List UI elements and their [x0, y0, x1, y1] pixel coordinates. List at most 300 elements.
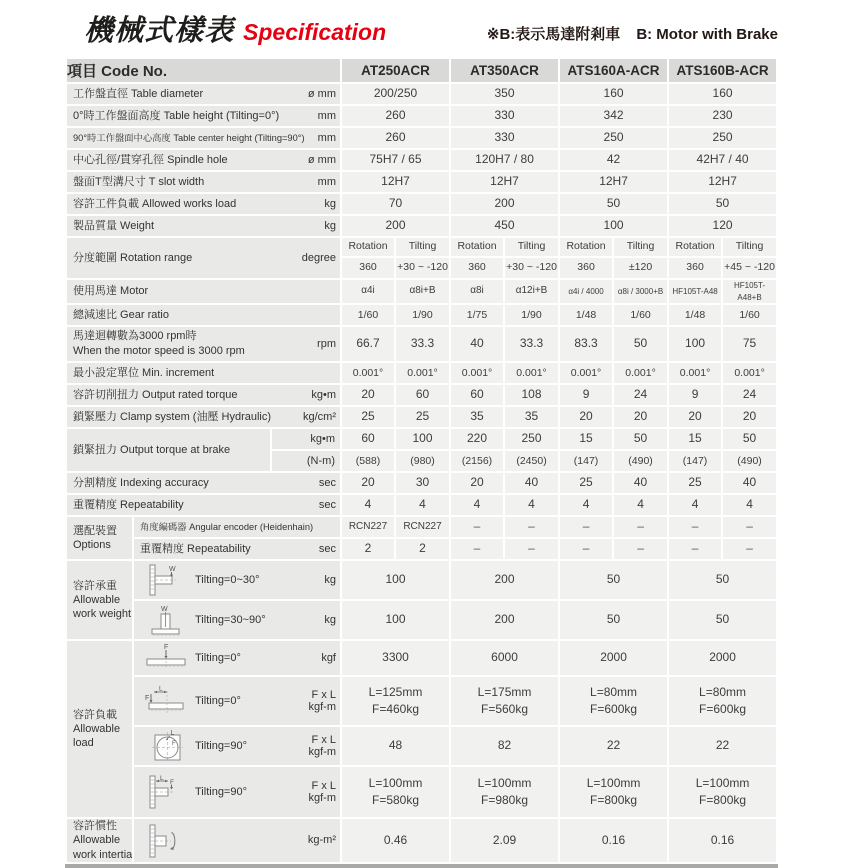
label-wrap	[67, 443, 270, 458]
cell	[504, 472, 559, 494]
label-wrap	[67, 219, 340, 234]
cell-line: α4i / 4000	[568, 286, 604, 296]
weight-30-90-icon	[140, 604, 192, 636]
cell-line: F=980kg	[481, 793, 529, 808]
cell-line: 50	[715, 612, 730, 627]
row-repeatability	[66, 494, 777, 516]
cell-line: Rotation	[457, 240, 497, 253]
inertia-icon	[140, 824, 192, 858]
cell	[450, 384, 504, 406]
row-gear-ratio	[66, 304, 777, 326]
cell-line: L=80mm	[699, 684, 747, 699]
cell	[559, 538, 613, 560]
row-table-center-height-tilting90	[66, 127, 777, 149]
row-product-weight	[66, 215, 777, 237]
cell-line: 100	[685, 336, 706, 351]
cell-line: HF105T-A48	[672, 286, 718, 296]
cell-line: 22	[715, 738, 730, 753]
label-text	[73, 132, 315, 145]
cell	[668, 105, 777, 127]
cell	[668, 450, 722, 472]
row-output-rated-torque	[66, 384, 777, 406]
label-wrap	[272, 455, 340, 468]
label-wrap	[134, 729, 340, 763]
cell-line: –	[746, 519, 753, 534]
cell-line: RCN227	[348, 520, 388, 532]
label-text	[73, 498, 316, 513]
cell-line: (980)	[410, 454, 435, 467]
cell-line: 2	[419, 541, 426, 556]
label-line: 最小設定單位 Min. increment	[73, 366, 215, 379]
cell-line: 2.09	[492, 832, 517, 847]
cell	[450, 193, 559, 215]
label-line: 中心孔徑/貫穿孔徑 Spindle hole	[73, 153, 228, 166]
cell	[559, 326, 613, 362]
unit-line: F x L	[311, 779, 336, 792]
cell	[341, 818, 450, 863]
cell-line: ±120	[628, 261, 653, 274]
row-label-output-torque-at-brake-nm	[271, 450, 341, 472]
cell	[722, 406, 777, 428]
cell-line: F=800kg	[699, 793, 747, 808]
row-label-output-torque-at-brake-kgm	[271, 428, 341, 450]
cell	[559, 149, 668, 171]
cell-line: 1/48	[684, 308, 706, 321]
label-line: 分度範圍 Rotation range	[73, 251, 193, 264]
cell-line: 200	[494, 196, 515, 211]
cell	[559, 766, 668, 818]
table-bottom-bar	[65, 864, 778, 868]
unit-label	[306, 734, 337, 759]
cell	[450, 640, 559, 676]
label-text	[192, 785, 306, 800]
cell	[722, 304, 777, 326]
cell	[559, 450, 613, 472]
cell-line: +30 ~ -120	[397, 261, 448, 274]
cell-line: 0.001°	[352, 366, 384, 379]
label-text	[192, 573, 321, 588]
unit-label	[316, 477, 336, 490]
cell-line: 0.001°	[516, 366, 547, 379]
label-wrap	[67, 708, 132, 751]
cell-line: 9	[691, 387, 699, 402]
cell	[668, 676, 777, 726]
cell-line: L=125mm	[368, 684, 423, 699]
row-label-indexing-accuracy	[66, 472, 341, 494]
label-line: Tilting=90°	[195, 739, 247, 752]
cell	[504, 538, 559, 560]
cell	[722, 362, 777, 384]
cell-line: 60	[470, 387, 484, 402]
load-fl-icon	[140, 685, 192, 717]
unit-line: degree	[301, 251, 336, 264]
row-motor	[66, 279, 777, 304]
cell	[613, 428, 668, 450]
cell	[722, 516, 777, 538]
row-label-load-tilting0-kgf	[66, 640, 133, 818]
cell-line: L=100mm	[586, 775, 641, 790]
unit-line: mm	[317, 109, 336, 122]
cell	[450, 726, 559, 766]
cell-line: Rotation	[675, 240, 715, 253]
label-wrap	[67, 284, 340, 299]
cell-line: 50	[633, 336, 648, 351]
cell-line: 3300	[382, 650, 409, 665]
label-line: 分割精度 Indexing accuracy	[73, 476, 209, 489]
cell-line: 50	[606, 572, 621, 587]
cell-line: α8i / 3000+B	[617, 286, 664, 296]
cell-line: 25	[579, 475, 593, 490]
label-line: 容許負載	[73, 708, 117, 721]
row-label-table-center-height-tilting90	[66, 127, 341, 149]
unit-line: kg	[324, 219, 336, 232]
unit-line: mm	[317, 131, 336, 144]
cell-line: 4	[419, 497, 426, 512]
label-line: 鎖緊扭力 Output torque at brake	[73, 443, 231, 456]
cell	[613, 326, 668, 362]
cell	[341, 127, 450, 149]
cell	[450, 600, 559, 640]
cell-line: (2450)	[516, 454, 547, 467]
cell	[450, 149, 559, 171]
cell	[341, 362, 395, 384]
col-header-model-2: ATS160A-ACR	[559, 58, 668, 83]
unit-label	[314, 338, 336, 351]
brake-note-en: B: Motor with Brake	[636, 26, 778, 43]
cell	[341, 83, 450, 105]
row-label-table-height-tilting0	[66, 105, 341, 127]
cell-line: 20	[688, 409, 702, 424]
cell	[559, 127, 668, 149]
cell-line: 4	[582, 497, 590, 512]
cell	[341, 560, 450, 600]
unit-label	[305, 834, 336, 847]
cell-line: –	[691, 519, 699, 534]
cell	[504, 362, 559, 384]
row-label-output-torque-at-brake-kgm	[66, 428, 271, 472]
label-wrap	[134, 642, 340, 674]
label-text	[73, 153, 305, 168]
cell-line: α4i	[361, 285, 375, 297]
unit-line: rpm	[317, 337, 336, 350]
cell	[504, 516, 559, 538]
unit-line: kgf	[321, 651, 336, 664]
row-label-output-rated-torque	[66, 384, 341, 406]
cell-line: +45 ~ -120	[724, 261, 775, 274]
cell	[722, 384, 777, 406]
cell-line: L=100mm	[477, 775, 532, 790]
unit-line: kg•m	[311, 388, 336, 401]
cell-line: 40	[742, 475, 757, 490]
cell-line: 2	[364, 541, 372, 556]
cell	[559, 279, 613, 304]
cell-line: 160	[603, 86, 624, 101]
cell	[613, 406, 668, 428]
cell	[341, 326, 395, 362]
col-header-item: 項目 Code No.	[66, 58, 341, 83]
label-line: When the motor speed is 3000 rpm	[73, 345, 245, 358]
row-label-speed-at-3000rpm	[66, 326, 341, 362]
cell-line: 1/90	[521, 308, 542, 321]
cell-line: 350	[494, 86, 515, 101]
page-title	[84, 8, 386, 49]
cell	[341, 304, 395, 326]
row-label-load-tilting90-fxl	[133, 766, 341, 818]
unit-label	[321, 198, 336, 211]
cell	[613, 362, 668, 384]
cell-line: L=80mm	[590, 684, 638, 699]
cell	[341, 494, 395, 516]
cell	[668, 406, 722, 428]
cell-line: 9	[582, 387, 590, 402]
cell-line: –	[528, 541, 535, 556]
cell	[559, 171, 668, 193]
unit-line: kgf-m	[308, 701, 336, 714]
cell-line: 12H7	[490, 174, 519, 189]
row-load-tilting0-kgf	[66, 640, 777, 676]
label-wrap	[67, 132, 340, 145]
cell-line: Rotation	[566, 240, 606, 253]
cell-line: 108	[521, 387, 542, 402]
label-line: 使用馬達 Motor	[73, 285, 149, 298]
row-label-load-tilting90	[133, 726, 341, 766]
cell-line: 35	[524, 409, 539, 424]
cell-line: 33.3	[519, 336, 544, 351]
cell-line: (147)	[682, 454, 708, 467]
cell-line: 0.001°	[570, 366, 602, 379]
label-text	[73, 109, 315, 124]
label-line: work intertia	[73, 848, 133, 861]
cell-line: α8i	[470, 285, 484, 297]
cell-line: 40	[633, 475, 648, 490]
cell	[395, 362, 450, 384]
cell	[341, 600, 450, 640]
brake-note	[487, 23, 778, 49]
cell-line: RCN227	[403, 520, 442, 532]
row-label-gear-ratio	[66, 304, 341, 326]
cell-line: 0.001°	[679, 366, 711, 379]
cell	[450, 237, 504, 257]
cell-line: 260	[385, 130, 406, 145]
cell-line: 25	[361, 409, 375, 424]
cell	[341, 450, 395, 472]
label-line: 容許慣性	[73, 820, 117, 833]
unit-label	[321, 574, 336, 587]
row-clamp-system	[66, 406, 777, 428]
cell-line: 24	[633, 387, 648, 402]
cell	[559, 600, 668, 640]
svg-text:F: F	[164, 644, 169, 652]
cell	[668, 428, 722, 450]
unit-line: kgf-m	[308, 746, 336, 759]
cell	[395, 384, 450, 406]
label-wrap	[67, 329, 340, 359]
cell-line: 40	[470, 336, 484, 351]
cell	[450, 766, 559, 818]
cell	[668, 215, 777, 237]
unit-label	[299, 252, 336, 265]
cell-line: 50	[633, 431, 648, 446]
cell-line: 360	[686, 261, 704, 274]
cell	[668, 193, 777, 215]
row-label-work-weight-tilting-0-30	[66, 560, 133, 640]
cell	[341, 640, 450, 676]
label-wrap	[67, 366, 340, 381]
cell	[341, 237, 395, 257]
cell-line: 50	[606, 196, 621, 211]
cell-line: 260	[385, 108, 406, 123]
label-wrap	[134, 775, 340, 809]
cell	[613, 304, 668, 326]
cell	[559, 237, 613, 257]
label-wrap	[67, 410, 340, 425]
label-wrap	[67, 579, 132, 622]
cell-line: Tilting	[626, 240, 655, 253]
label-text	[73, 219, 321, 234]
label-line: 馬達迴轉數為3000 rpm時	[73, 330, 197, 343]
cell	[613, 494, 668, 516]
cell-line: 200/250	[373, 86, 418, 101]
label-text	[73, 524, 128, 553]
cell	[450, 516, 504, 538]
cell-line: 83.3	[574, 336, 598, 351]
row-min-increment	[66, 362, 777, 384]
cell	[504, 304, 559, 326]
cell	[450, 362, 504, 384]
cell	[668, 83, 777, 105]
unit-label	[300, 411, 336, 424]
header-row	[66, 58, 777, 83]
cell	[559, 215, 668, 237]
cell	[341, 472, 395, 494]
cell	[613, 516, 668, 538]
label-wrap	[134, 824, 340, 858]
cell	[450, 279, 504, 304]
cell-line: (147)	[573, 454, 599, 467]
cell-line: Tilting	[408, 240, 437, 253]
cell-line: 342	[603, 108, 624, 123]
cell	[613, 384, 668, 406]
cell-line: 0.16	[601, 832, 626, 847]
cell	[668, 384, 722, 406]
row-label-option-angular-encoder	[66, 516, 133, 560]
cell	[395, 494, 450, 516]
label-line: 重覆精度 Repeatability	[140, 542, 251, 555]
cell-line: 75H7 / 65	[369, 152, 422, 167]
label-wrap	[67, 308, 340, 323]
cell	[559, 384, 613, 406]
label-line: 盤面T型溝尺寸 T slot width	[73, 175, 205, 188]
cell	[450, 83, 559, 105]
label-text	[73, 410, 300, 425]
cell	[668, 494, 722, 516]
label-wrap	[67, 388, 340, 403]
cell	[668, 600, 777, 640]
page-title-en: Specification	[243, 19, 387, 45]
cell-line: HF105T-A48+B	[733, 281, 766, 302]
row-option-repeatability	[66, 538, 777, 560]
cell	[668, 326, 722, 362]
unit-label	[315, 176, 336, 189]
label-text	[73, 284, 336, 299]
unit-line: kg•m	[310, 432, 335, 445]
cell-line: 4	[364, 497, 372, 512]
cell	[722, 538, 777, 560]
cell	[559, 472, 613, 494]
cell	[450, 538, 504, 560]
label-line: Tilting=0°	[195, 651, 241, 664]
cell-line: 250	[603, 130, 624, 145]
label-line: Allowable	[73, 723, 121, 736]
cell	[395, 326, 450, 362]
unit-line: ø mm	[307, 153, 336, 166]
cell-line: 1/60	[357, 308, 379, 321]
label-text	[73, 197, 321, 212]
cell-line: 50	[742, 431, 757, 446]
label-text	[140, 542, 316, 557]
cell-line: L=100mm	[695, 775, 750, 790]
cell-line: F=560kg	[481, 702, 529, 717]
cell	[504, 384, 559, 406]
cell	[559, 83, 668, 105]
cell-line: –	[473, 541, 481, 556]
label-text	[192, 651, 318, 666]
cell-line: –	[691, 541, 699, 556]
cell-line: 0.16	[710, 832, 735, 847]
cell-line: 35	[470, 409, 484, 424]
row-table-height-tilting0	[66, 105, 777, 127]
cell-line: 4	[528, 497, 535, 512]
cell	[722, 326, 777, 362]
cell-line: 200	[494, 572, 515, 587]
cell	[504, 428, 559, 450]
cell-line: 42H7 / 40	[696, 152, 749, 167]
cell-line: 200	[494, 612, 515, 627]
cell	[559, 516, 613, 538]
label-line: Allowable	[73, 594, 121, 607]
label-line: Tilting=0°	[195, 694, 241, 707]
cell	[559, 494, 613, 516]
cell	[450, 304, 504, 326]
cell	[668, 516, 722, 538]
cell-line: (490)	[628, 454, 653, 467]
cell	[504, 237, 559, 257]
cell-line: 20	[470, 475, 484, 490]
cell	[559, 428, 613, 450]
cell-line: (490)	[737, 454, 762, 467]
cell-line: 160	[712, 86, 733, 101]
cell	[504, 406, 559, 428]
row-load-tilting0-fxl	[66, 676, 777, 726]
row-label-min-increment	[66, 362, 341, 384]
cell-line: 20	[361, 475, 375, 490]
svg-text:L: L	[160, 774, 164, 782]
cell	[722, 472, 777, 494]
table-body	[66, 83, 777, 863]
cell	[559, 257, 613, 279]
cell	[395, 450, 450, 472]
cell	[341, 257, 395, 279]
load-90-fl-icon	[140, 775, 192, 809]
load-90-icon	[140, 729, 192, 763]
label-text	[73, 175, 315, 190]
cell-line: Tilting	[735, 240, 764, 253]
unit-line: kg	[324, 573, 336, 586]
cell-line: 220	[467, 431, 488, 446]
cell-line: 15	[579, 431, 593, 446]
label-line: 製品質量 Weight	[73, 219, 155, 232]
cell-line: 12H7	[381, 174, 410, 189]
